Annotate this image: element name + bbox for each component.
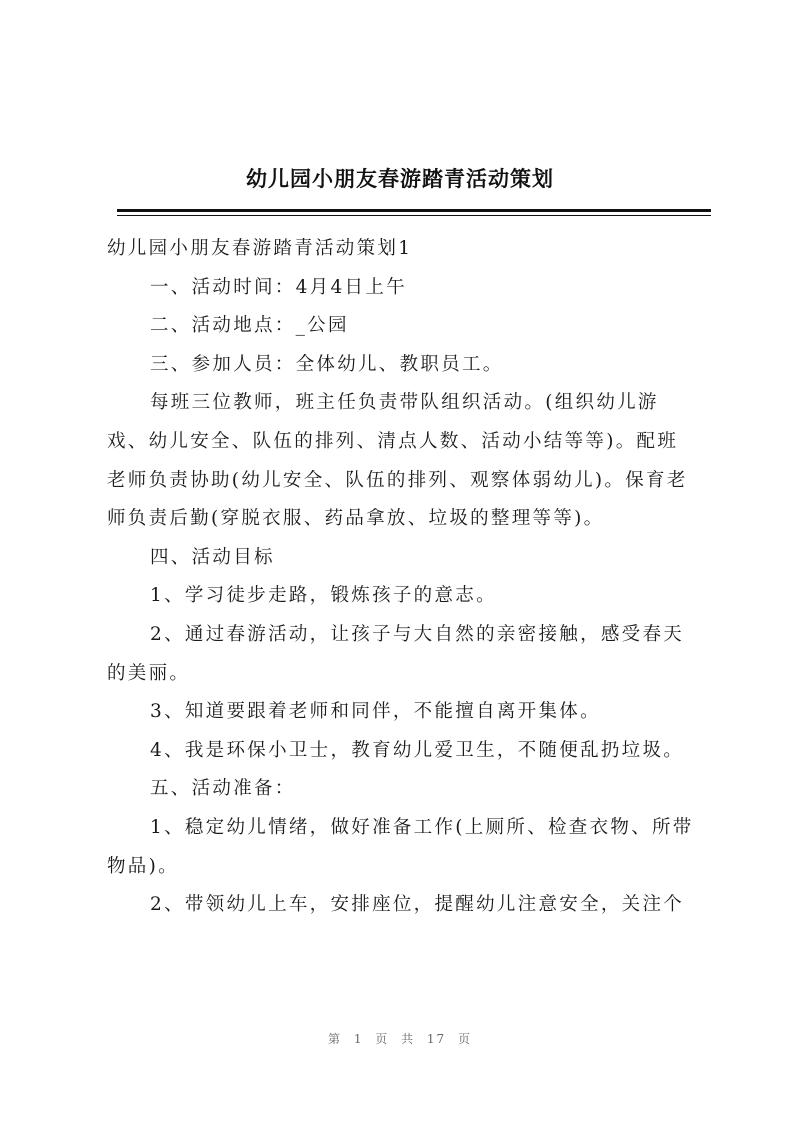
- paragraph-line: 师负责后勤(穿脱衣服、药品拿放、垃圾的整理等等)。: [107, 508, 605, 530]
- paragraph-line: 每班三位教师，班主任负责带队组织活动。(组织幼儿游: [150, 392, 659, 414]
- paragraph-line: 物品)。: [107, 855, 179, 877]
- paragraph-line: 四、活动目标: [150, 546, 275, 568]
- document-title: 幼儿园小朋友春游踏青活动策划: [246, 166, 554, 191]
- paragraph-line: 2、通过春游活动，让孩子与大自然的亲密接触，感受春天: [150, 623, 685, 645]
- paragraph-line: 戏、幼儿安全、队伍的排列、清点人数、活动小结等等)。配班: [107, 430, 679, 452]
- paragraph-line: 五、活动准备：: [150, 778, 296, 800]
- paragraph-line: 3、知道要跟着老师和同伴，不能擅自离开集体。: [150, 701, 601, 723]
- paragraph-line: 的美丽。: [107, 662, 191, 684]
- title-divider: [117, 209, 711, 216]
- page-footer: 第 1 页 共 17 页: [328, 1032, 472, 1046]
- document-body: [107, 230, 710, 925]
- paragraph-line: 1、稳定幼儿情绪，做好准备工作(上厕所、检查衣物、所带: [150, 816, 694, 838]
- paragraph-line: 1、学习徒步走路，锻炼孩子的意志。: [150, 585, 497, 607]
- paragraph-line: 二、活动地点：_公园: [150, 315, 349, 337]
- paragraph-line: 三、参加人员：全体幼儿、教职员工。: [150, 353, 504, 375]
- paragraph-line: 老师负责协助(幼儿安全、队伍的排列、观察体弱幼儿)。保育老: [107, 469, 688, 491]
- paragraph-line: 一、活动时间：4月4日上午: [150, 276, 407, 298]
- paragraph-line: 幼儿园小朋友春游踏青活动策划1: [107, 238, 413, 259]
- paragraph-line: 2、带领幼儿上车，安排座位，提醒幼儿注意安全，关注个: [150, 894, 685, 916]
- paragraph-line: 4、我是环保小卫士，教育幼儿爱卫生，不随便乱扔垃圾。: [150, 739, 685, 761]
